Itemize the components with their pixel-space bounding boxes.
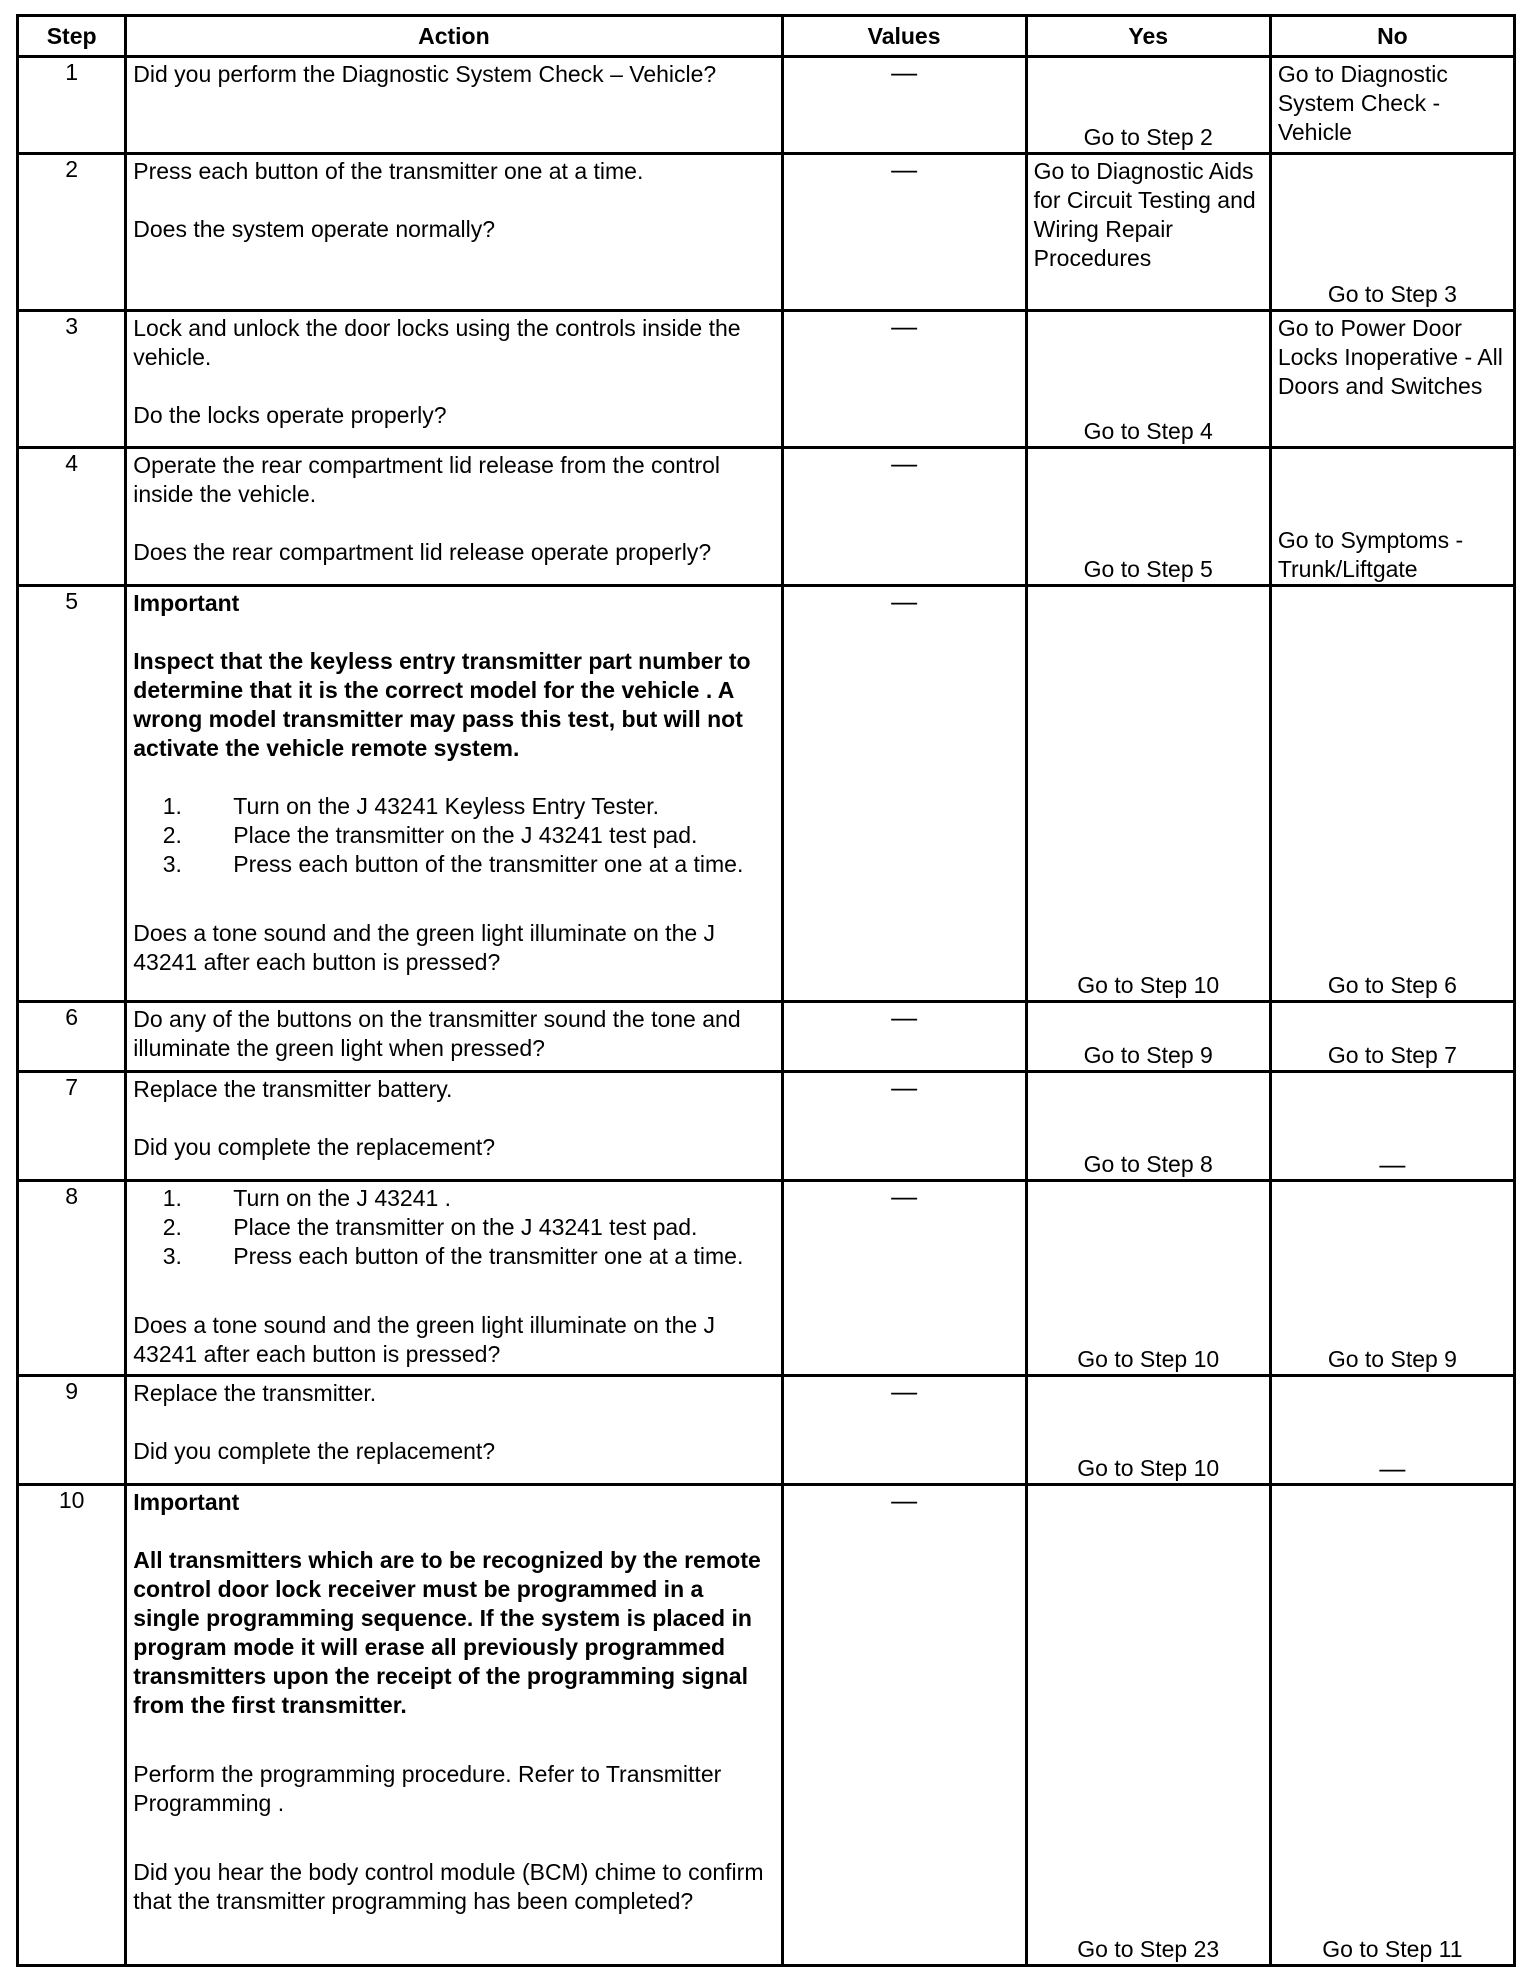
yes-cell	[1026, 1485, 1270, 1966]
action-cell	[126, 448, 782, 586]
action-question: Does the system operate normally?	[133, 216, 496, 242]
action-question: Does a tone sound and the green light illuminate on the J 43241 after each button is pressed?	[133, 920, 716, 975]
yes-link[interactable]: Go to Step 10	[1077, 1455, 1220, 1481]
procedure-list	[133, 792, 774, 879]
table-row	[18, 1485, 1515, 1966]
header-values: Values	[782, 16, 1026, 57]
no-cell	[1270, 1072, 1514, 1181]
list-item: 2. Place the transmitter on the J 43241 test pad.	[188, 1213, 774, 1242]
no-link[interactable]: Go to Step 9	[1327, 1346, 1457, 1372]
yes-link[interactable]: Go to Step 5	[1083, 556, 1213, 582]
table-row	[18, 1376, 1515, 1485]
no-cell	[1270, 311, 1514, 448]
header-action: Action	[126, 16, 782, 57]
values-cell: —	[782, 311, 1026, 448]
values-cell: —	[782, 1376, 1026, 1485]
yes-cell	[1026, 586, 1270, 1002]
header-yes: Yes	[1026, 16, 1270, 57]
table-row	[18, 448, 1515, 586]
header-no: No	[1270, 16, 1514, 57]
action-question: Did you complete the replacement?	[133, 1134, 496, 1160]
no-cell	[1270, 57, 1514, 154]
action-cell	[126, 57, 782, 154]
step-number: 6	[18, 1002, 126, 1072]
yes-link[interactable]: Go to Step 2	[1083, 124, 1213, 150]
values-cell: —	[782, 1002, 1026, 1072]
action-cell	[126, 154, 782, 311]
table-row	[18, 1072, 1515, 1181]
values-cell: —	[782, 57, 1026, 154]
no-value: —	[1379, 1453, 1406, 1483]
action-cell	[126, 311, 782, 448]
values-cell: —	[782, 1072, 1026, 1181]
no-cell	[1270, 1376, 1514, 1485]
action-cell	[126, 1181, 782, 1376]
yes-link[interactable]: Go to Diagnostic Aids for Circuit Testing and Wiring Repair Procedures	[1033, 158, 1256, 271]
step-number: 4	[18, 448, 126, 586]
yes-cell	[1026, 448, 1270, 586]
yes-cell	[1026, 1181, 1270, 1376]
table-row	[18, 57, 1515, 154]
action-question: Does a tone sound and the green light illuminate on the J 43241 after each button is pressed?	[133, 1312, 716, 1367]
values-cell: —	[782, 154, 1026, 311]
no-link[interactable]: Go to Step 11	[1322, 1936, 1463, 1962]
action-text: Did you perform the Diagnostic System Check – Vehicle?	[133, 61, 717, 87]
important-heading: Important	[133, 1489, 240, 1515]
table-row	[18, 311, 1515, 448]
yes-cell	[1026, 57, 1270, 154]
no-cell	[1270, 586, 1514, 1002]
step-number: 8	[18, 1181, 126, 1376]
action-question: Did you complete the replacement?	[133, 1438, 496, 1464]
yes-cell	[1026, 311, 1270, 448]
action-text: Operate the rear compartment lid release from the control inside the vehicle.	[133, 452, 721, 507]
step-number: 5	[18, 586, 126, 1002]
no-link[interactable]: Go to Symptoms - Trunk/Liftgate	[1277, 527, 1464, 582]
values-cell: —	[782, 448, 1026, 586]
header-row	[18, 16, 1515, 57]
no-cell	[1270, 1485, 1514, 1966]
values-cell: —	[782, 1485, 1026, 1966]
step-number: 1	[18, 57, 126, 154]
yes-link[interactable]: Go to Step 23	[1077, 1936, 1220, 1962]
procedure-list	[133, 1184, 774, 1271]
table-row	[18, 1181, 1515, 1376]
action-text: Lock and unlock the door locks using the controls inside the vehicle.	[133, 315, 741, 370]
no-cell	[1270, 448, 1514, 586]
list-item: 3. Press each button of the transmitter one at a time.	[188, 850, 774, 879]
action-cell	[126, 1376, 782, 1485]
no-link[interactable]: Go to Diagnostic System Check - Vehicle	[1277, 61, 1448, 145]
action-text: Replace the transmitter.	[133, 1380, 377, 1406]
yes-cell	[1026, 154, 1270, 311]
values-cell: —	[782, 586, 1026, 1002]
action-question: Does the rear compartment lid release operate properly?	[133, 539, 712, 565]
important-text: Inspect that the keyless entry transmitter part number to determine that it is the correct model for the vehicle . A wrong model transmitter may pass this test, but will not activate the vehicle remote system.	[133, 648, 751, 761]
yes-link[interactable]: Go to Step 10	[1077, 1346, 1220, 1372]
list-item: 2. Place the transmitter on the J 43241 test pad.	[188, 821, 774, 850]
action-question: Do the locks operate properly?	[133, 402, 447, 428]
yes-cell	[1026, 1376, 1270, 1485]
yes-link[interactable]: Go to Step 4	[1083, 418, 1213, 444]
step-number: 3	[18, 311, 126, 448]
step-number: 2	[18, 154, 126, 311]
list-item: 3. Press each button of the transmitter one at a time.	[188, 1242, 774, 1271]
important-heading: Important	[133, 590, 240, 616]
step-number: 7	[18, 1072, 126, 1181]
diagnostic-table	[16, 14, 1516, 1967]
action-cell	[126, 1002, 782, 1072]
action-question: Did you hear the body control module (BCM) chime to confirm that the transmitter programming has been completed?	[133, 1859, 764, 1914]
yes-link[interactable]: Go to Step 8	[1083, 1151, 1213, 1177]
no-link[interactable]: Go to Step 7	[1327, 1042, 1457, 1068]
no-cell	[1270, 1002, 1514, 1072]
action-cell	[126, 586, 782, 1002]
table-row	[18, 586, 1515, 1002]
yes-cell	[1026, 1072, 1270, 1181]
action-text: Press each button of the transmitter one at a time.	[133, 158, 644, 184]
yes-link[interactable]: Go to Step 10	[1077, 972, 1220, 998]
important-text: All transmitters which are to be recognized by the remote control door lock receiver must be programmed in a single programming sequence. If the system is placed in program mode it will erase all previously programmed transmitters upon the receipt of the programming signal from the first transmitter.	[133, 1547, 761, 1718]
table-row	[18, 1002, 1515, 1072]
table-row	[18, 154, 1515, 311]
no-value: —	[1379, 1149, 1406, 1179]
action-text: Do any of the buttons on the transmitter sound the tone and illuminate the green light when pressed?	[133, 1006, 741, 1061]
yes-link[interactable]: Go to Step 9	[1083, 1042, 1213, 1068]
action-text: Replace the transmitter battery.	[133, 1076, 453, 1102]
list-item: 1. Turn on the J 43241 Keyless Entry Tester.	[188, 792, 774, 821]
no-link[interactable]: Go to Power Door Locks Inoperative - All Doors and Switches	[1277, 315, 1503, 399]
values-cell: —	[782, 1181, 1026, 1376]
no-link[interactable]: Go to Step 6	[1327, 972, 1457, 998]
header-step: Step	[18, 16, 126, 57]
action-text: Perform the programming procedure. Refer to Transmitter Programming .	[133, 1761, 722, 1816]
no-cell	[1270, 154, 1514, 311]
step-number: 10	[18, 1485, 126, 1966]
step-number: 9	[18, 1376, 126, 1485]
action-cell	[126, 1485, 782, 1966]
list-item: 1. Turn on the J 43241 .	[188, 1184, 774, 1213]
no-link[interactable]: Go to Step 3	[1327, 281, 1457, 307]
no-cell	[1270, 1181, 1514, 1376]
yes-cell	[1026, 1002, 1270, 1072]
action-cell	[126, 1072, 782, 1181]
